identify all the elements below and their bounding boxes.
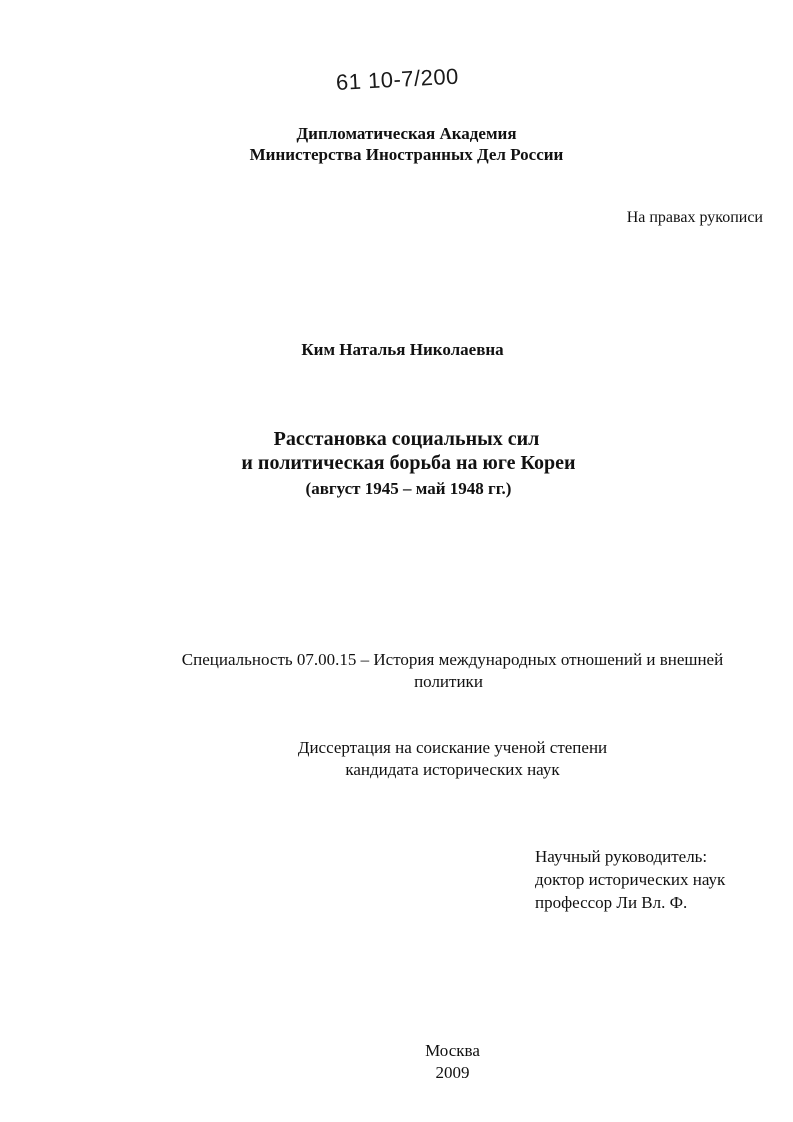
specialty-line-2: политики bbox=[414, 672, 483, 691]
degree-line-1: Диссертация на соискание ученой степени bbox=[297, 738, 608, 757]
rights-note: На правах рукописи bbox=[626, 209, 763, 226]
thesis-title-line-1: Расстановка социальных сил bbox=[273, 428, 540, 450]
degree-line-2: кандидата исторических наук bbox=[345, 760, 560, 779]
advisor-heading: Научный руководитель: bbox=[535, 847, 708, 866]
thesis-title-line-2: и политическая борьба на юге Кореи bbox=[241, 452, 576, 474]
advisor-name: профессор Ли Вл. Ф. bbox=[535, 893, 688, 912]
footer-city: Москва bbox=[425, 1041, 480, 1060]
thesis-title-period: (август 1945 – май 1948 гг.) bbox=[305, 479, 512, 498]
archive-stamp: 61 10-7/200 bbox=[335, 63, 460, 95]
footer-year: 2009 bbox=[435, 1063, 470, 1082]
organization-line-1: Дипломатическая Академия bbox=[296, 124, 517, 143]
advisor-block bbox=[535, 845, 725, 914]
advisor-degree: доктор исторических наук bbox=[535, 870, 726, 889]
organization-line-2: Министерства Иностранных Дел России bbox=[249, 145, 564, 164]
author-name: Ким Наталья Николаевна bbox=[301, 340, 504, 359]
specialty-line-1: Специальность 07.00.15 – История международных отношений и внешней bbox=[181, 650, 724, 669]
